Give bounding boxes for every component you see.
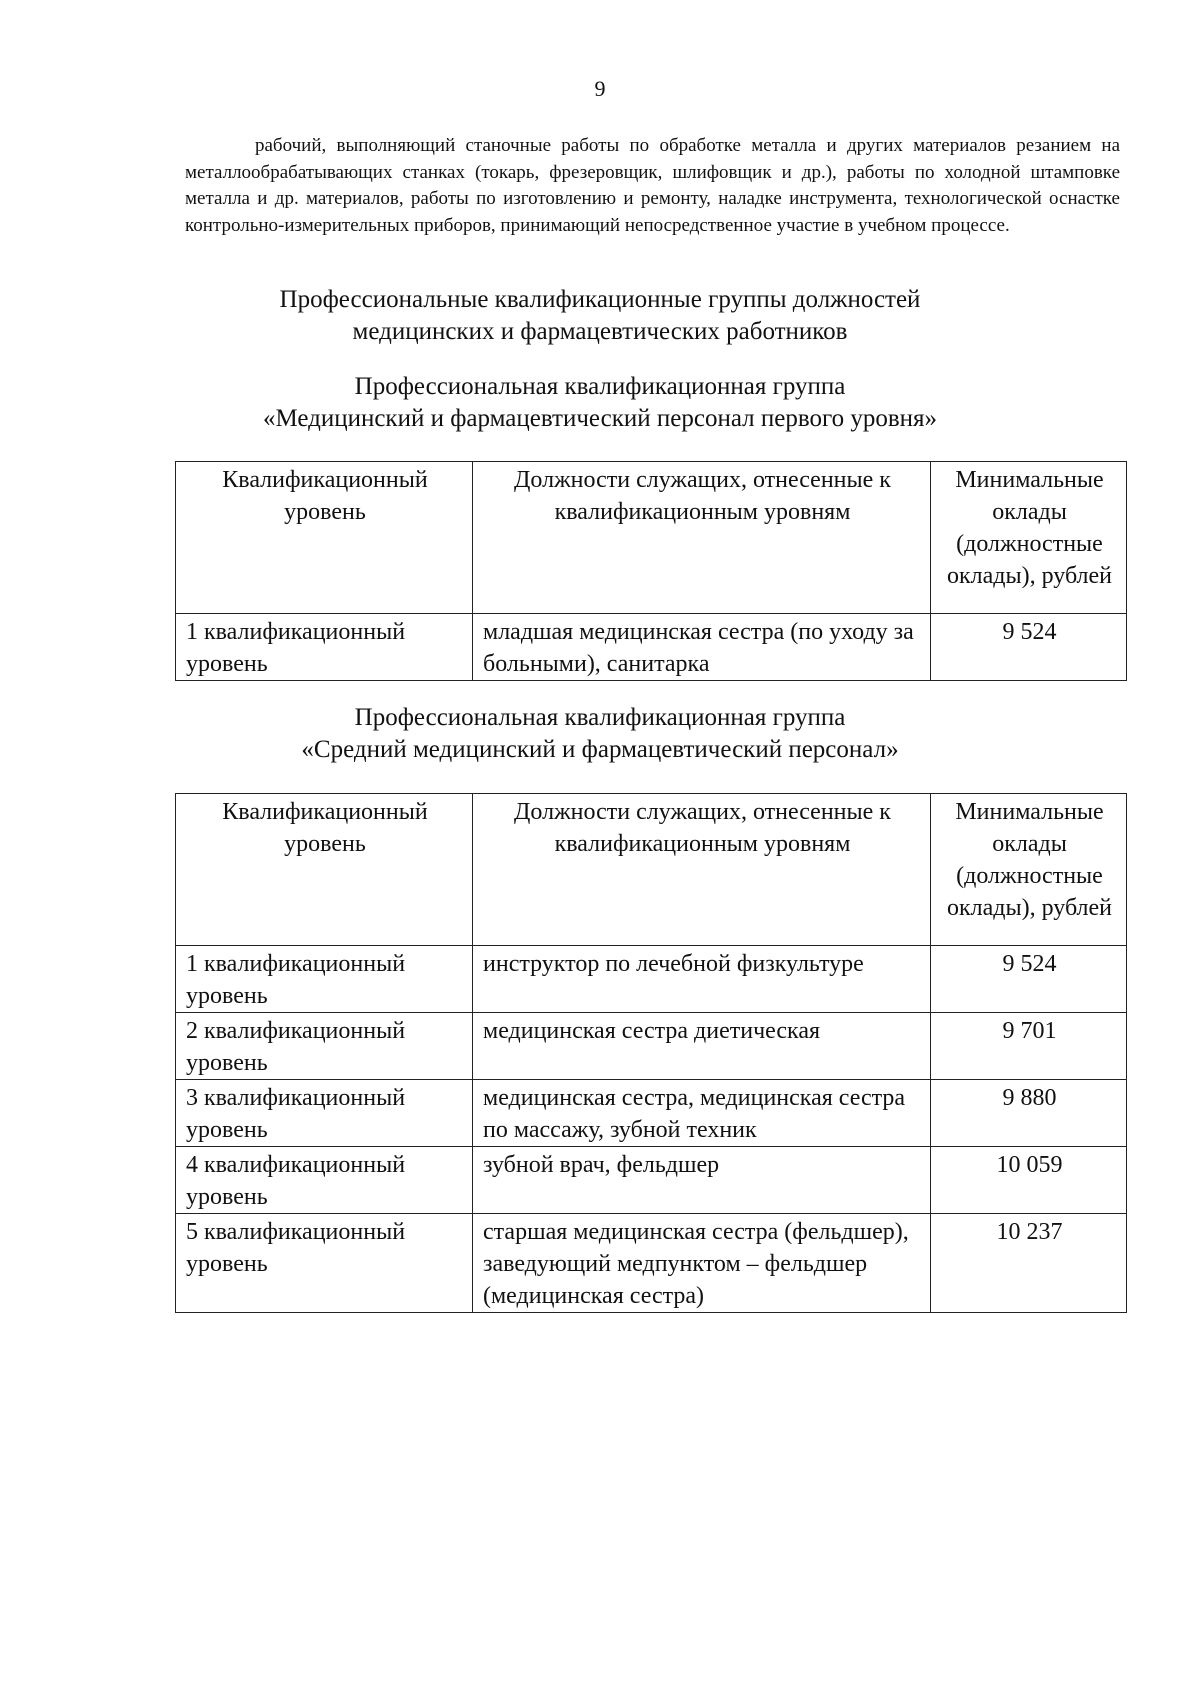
group-2-title-line2: «Средний медицинский и фармацевтический персонал» bbox=[301, 736, 899, 763]
positions-cell: инструктор по лечебной физкультуре bbox=[473, 946, 931, 1013]
level-cell: 1 квалификационный уровень bbox=[176, 946, 473, 1013]
positions-cell: младшая медицинская сестра (по уходу за больными), санитарка bbox=[473, 614, 931, 681]
salary-cell: 9 880 bbox=[931, 1080, 1127, 1147]
table-row bbox=[176, 1147, 1127, 1214]
table-row bbox=[176, 1013, 1127, 1080]
header-level: Квалификационный уровень bbox=[176, 794, 473, 946]
positions-cell: медицинская сестра, медицинская сестра по массажу, зубной техник bbox=[473, 1080, 931, 1147]
salary-cell: 10 237 bbox=[931, 1214, 1127, 1313]
header-positions: Должности служащих, отнесенные к квалификационным уровням bbox=[473, 462, 931, 614]
level-cell: 3 квалификационный уровень bbox=[176, 1080, 473, 1147]
group-1-title bbox=[0, 371, 1200, 435]
group-2-title bbox=[0, 702, 1200, 766]
level-cell: 1 квалификационный уровень bbox=[176, 614, 473, 681]
intro-paragraph-block bbox=[185, 133, 1120, 239]
level-cell: 4 квалификационный уровень bbox=[176, 1147, 473, 1214]
group-1-title-line2: «Медицинский и фармацевтический персонал первого уровня» bbox=[262, 405, 938, 432]
table-row bbox=[176, 614, 1127, 681]
section-title-line2: медицинских и фармацевтических работников bbox=[352, 318, 848, 345]
positions-cell: старшая медицинская сестра (фельдшер), заведующий медпунктом – фельдшер (медицинская сестра) bbox=[473, 1214, 931, 1313]
salary-cell: 9 524 bbox=[931, 946, 1127, 1013]
level-cell: 2 квалификационный уровень bbox=[176, 1013, 473, 1080]
positions-cell: зубной врач, фельдшер bbox=[473, 1147, 931, 1214]
salary-cell: 9 524 bbox=[931, 614, 1127, 681]
positions-cell: медицинская сестра диетическая bbox=[473, 1013, 931, 1080]
table-header-row bbox=[176, 794, 1127, 946]
level-cell: 5 квалификационный уровень bbox=[176, 1214, 473, 1313]
salary-cell: 10 059 bbox=[931, 1147, 1127, 1214]
header-level: Квалификационный уровень bbox=[176, 462, 473, 614]
table-row bbox=[176, 946, 1127, 1013]
header-positions: Должности служащих, отнесенные к квалификационным уровням bbox=[473, 794, 931, 946]
header-salary: Минимальные оклады (должностные оклады), рублей bbox=[931, 462, 1127, 614]
group-2-title-line1: Профессиональная квалификационная группа bbox=[354, 704, 846, 731]
section-title-line1: Профессиональные квалификационные группы должностей bbox=[279, 286, 921, 313]
intro-paragraph: рабочий, выполняющий станочные работы по обработке металла и других материалов резанием на металлообрабатывающих станках (токарь, фрезеровщик, шлифовщик и др.), работы по холодной штамповке металла и др. материалов, работы по изготовлению и ремонту, наладке инструмента, технологической оснастке контрольно-измерительных приборов, принимающий непосредственное участие в учебном процессе. bbox=[185, 135, 1120, 236]
page-number: 9 bbox=[594, 76, 606, 101]
group-1-table bbox=[175, 461, 1127, 681]
group-1-title-line1: Профессиональная квалификационная группа bbox=[354, 373, 846, 400]
salary-cell: 9 701 bbox=[931, 1013, 1127, 1080]
group-2-table bbox=[175, 793, 1127, 1313]
table-row bbox=[176, 1214, 1127, 1313]
table-header-row bbox=[176, 462, 1127, 614]
section-title bbox=[0, 284, 1200, 348]
header-salary: Минимальные оклады (должностные оклады), рублей bbox=[931, 794, 1127, 946]
table-row bbox=[176, 1080, 1127, 1147]
